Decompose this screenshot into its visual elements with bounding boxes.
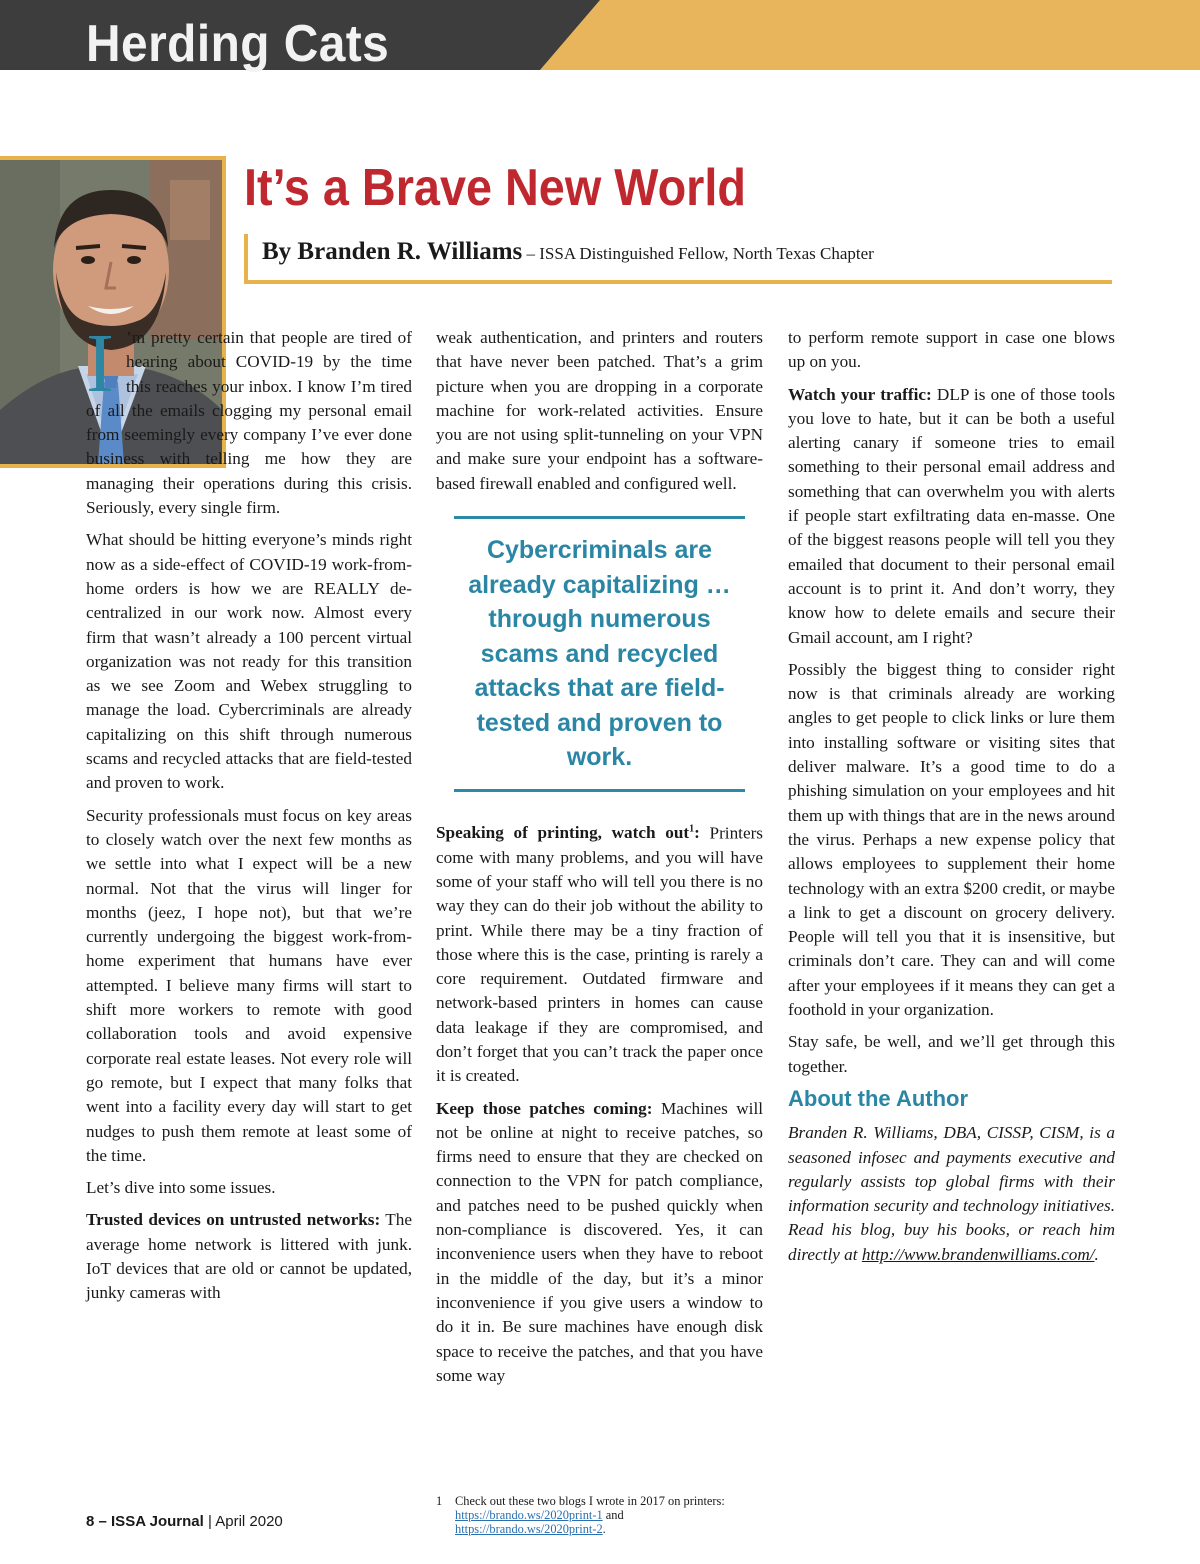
byline-role: – ISSA Distinguished Fellow, North Texas Chapter bbox=[522, 244, 874, 263]
byline-name: By Branden R. Williams bbox=[262, 238, 523, 265]
paragraph-5 bbox=[86, 1208, 412, 1305]
printing-colon: : bbox=[694, 823, 700, 843]
col2-paragraph-2 bbox=[436, 818, 763, 1089]
footnote-end: . bbox=[602, 1522, 606, 1536]
paragraph-3: Security professionals must focus on key areas to closely watch over the next few months as we settle into what I expect will be a new normal. Not that the virus will linger for months (jeez, I hope not), but that we’re currently undergoing the biggest work-from-home experiment that humans have ever attempted. I believe many firms will start to shift more workers to remote with good collaboration tools and avoid expensive corporate real estate leases. Not every role will go remote, but I expect that many folks that went into a facility every day will start to get nudges to push them remote at least some of the time. bbox=[86, 805, 412, 1165]
page-footer bbox=[86, 1513, 283, 1530]
col3-paragraph-3: Possibly the biggest thing to consider right now is that criminals already are working angles to get people to click links or lure them into installing software or visiting sites that deliver malware. It’s a good time to do a phishing simulation on your employees and hit them up with things that are in the news around the virus. Perhaps a new expense policy that allows employees to supplement their home technology with an extra $200 credit, or maybe a link to get a discount on grocery delivery. People will tell you that it is insensitive, but criminals don’t care. They can and will come after your employees if it means they can get a foothold in your organization. bbox=[788, 659, 1115, 1020]
paragraph-2: What should be hitting everyone’s minds right now as a side-effect of COVID-19 work-from-home orders is how we are REALLY de-centralized in our work now. Almost every firm that wasn’t already a 100 percent virtual organization was not ready for this transition as we see Zoom and Webex struggling to manage the load. Cybercriminals are already capitalizing on this shift through numerous scams and recycled attacks that are field-tested and proven to work. bbox=[86, 530, 412, 793]
footnote-link-1[interactable]: https://brando.ws/2020print-1 bbox=[455, 1508, 603, 1522]
byline bbox=[244, 234, 1112, 284]
footer-separator: | bbox=[203, 1513, 216, 1530]
about-author-text: Branden R. Williams, DBA, CISSP, CISM, is a seasoned infosec and payments executive and regularly assists top global firms with their information security and technology initiatives. Read his blog, buy his books, or reach him directly at bbox=[788, 1123, 1115, 1264]
col2-paragraph-3-text: Machines will not be online at night to receive patches, so firms need to ensure that they are checked on connection to the VPN for patch compliance, and patches need to be pushed quickly when non-compliance is discovered. Yes, it can inconvenience users when they have to reboot in the middle of the day, but it’s a minor inconvenience if you give users a window to do it in. Be sure machines have enough disk space to receive the patches, and that you have some way bbox=[436, 1098, 764, 1385]
article-title: It’s a Brave New World bbox=[244, 159, 746, 217]
column-2 bbox=[436, 326, 763, 1396]
col2-paragraph-3 bbox=[436, 1097, 763, 1389]
author-website-link[interactable]: http://www.brandenwilliams.com/ bbox=[861, 1244, 1095, 1264]
col2-paragraph-2-lead bbox=[436, 823, 700, 842]
footnote-text bbox=[436, 1494, 763, 1536]
paragraph-5-text: The average home network is littered with junk. IoT devices that are old or cannot be updated, junky cameras with bbox=[86, 1210, 412, 1303]
col2-paragraph-2-text: Printers come with many problems, and you will have some of your staff who will tell you there is no way they can do their job without the ability to print. While there may be a tiny fraction of those where this is the case, printing is rarely a core requirement. Outdated firmware and network-based printers in homes can cause data leakage if they are compromised, and don’t forget that you can’t track the paper once it is created. bbox=[436, 823, 763, 1086]
intro-text: ’m pretty certain that people are tired of hearing about COVID-19 by the time this reaches your inbox. I know I’m tired of all the emails clogging my personal email from seemingly every company I’ve ever done business with telling me how they are managing their operations during this crisis. Seriously, every single firm. bbox=[86, 328, 412, 518]
col2-paragraph-1: weak authentication, and printers and routers that have never been patched. That’s a grim picture when you are dropping in a corporate machine for work-related activities. Ensure you are not using split-tunneling on your VPN and make sure your endpoint has a software-based firewall enabled and configured well. bbox=[436, 328, 763, 493]
col2-paragraph-3-lead: Keep those patches coming: bbox=[436, 1098, 653, 1118]
footnote-link-2[interactable]: https://brando.ws/2020print-2 bbox=[455, 1522, 603, 1536]
about-author-heading: About the Author bbox=[788, 1085, 969, 1111]
drop-cap: I bbox=[86, 317, 114, 410]
col3-paragraph-2-lead: Watch your traffic: bbox=[788, 384, 932, 404]
paragraph-4: Let’s dive into some issues. bbox=[86, 1178, 276, 1198]
paragraph-intro bbox=[86, 317, 412, 520]
footnote-ref: 1 bbox=[689, 823, 695, 835]
footnote-body: Check out these two blogs I wrote in 2017 on printers: bbox=[455, 1494, 725, 1508]
col3-paragraph-1: to perform remote support in case one blows up on you. bbox=[788, 328, 1115, 372]
footnote bbox=[436, 1494, 763, 1536]
column-1 bbox=[86, 317, 412, 1314]
col3-paragraph-4: Stay safe, be well, and we’ll get through this together. bbox=[788, 1032, 1115, 1076]
paragraph-5-lead: Trusted devices on untrusted networks: bbox=[86, 1210, 381, 1230]
footer-page-label: 8 – ISSA Journal bbox=[86, 1513, 204, 1530]
pull-quote: Cybercriminals are already capitalizing … through numerous scams and recycled attacks that are field-tested and proven to work. bbox=[454, 516, 745, 792]
about-author-body bbox=[788, 1121, 1115, 1267]
footnote-mid: and bbox=[602, 1508, 624, 1522]
col3-paragraph-2-text: DLP is one of those tools you love to hate, but it can be both a useful alerting canary if someone tries to email something to their personal email address and something that can overwhelm you with alerts if people start exfiltrating data en-masse. One of the biggest reasons people will tell you they emailed that document to their personal email account is to print it. And don’t worry, they know how to delete emails and secure their Gmail account, am I right? bbox=[788, 384, 1116, 647]
about-author-end: . bbox=[1094, 1244, 1099, 1264]
col3-paragraph-2 bbox=[788, 383, 1115, 650]
column-3 bbox=[788, 326, 1115, 1275]
printing-lead: Speaking of printing, watch out bbox=[436, 823, 690, 843]
footer-issue: April 2020 bbox=[215, 1513, 283, 1530]
footnote-number: 1 bbox=[436, 1494, 443, 1508]
section-title: Herding Cats bbox=[86, 15, 390, 73]
